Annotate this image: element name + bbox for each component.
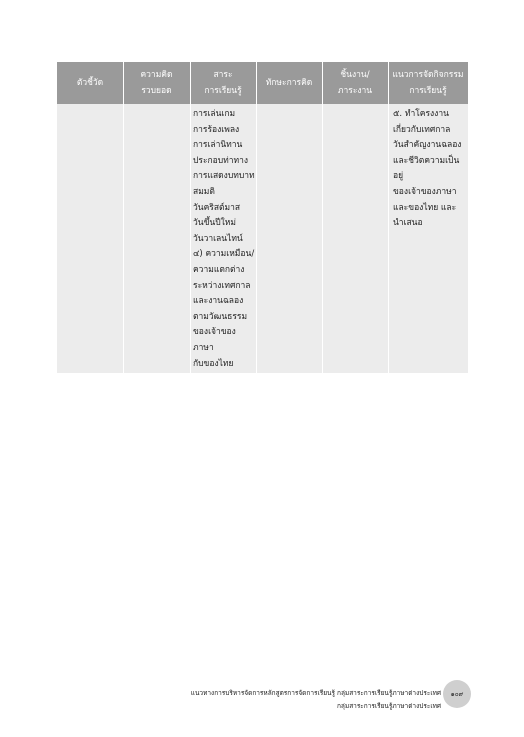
column-divider	[388, 62, 389, 373]
column-divider	[322, 62, 323, 373]
page-number-badge	[443, 680, 471, 708]
footer-subject-group: กลุ่มสาระการเรียนรู้ภาษาต่างประเทศ	[337, 702, 441, 710]
table-header-row	[57, 62, 468, 104]
column-divider	[123, 62, 124, 373]
header-activities: แนวการจัดกิจกรรม การเรียนรู้	[392, 70, 464, 96]
curriculum-table	[57, 62, 468, 373]
column-divider	[256, 62, 257, 373]
header-concept: ความคิด รวบยอด	[140, 70, 173, 96]
page-number: ๑๐๙	[450, 690, 464, 698]
column-divider	[190, 62, 191, 373]
header-assignment: ชิ้นงาน/ ภาระงาน	[337, 70, 373, 96]
header-content: สาระ การเรียนรู้	[204, 70, 242, 96]
cell-content: การเล่นเกม การร้องเพลง การเล่านิทาน ประกอบท่าทาง การแสดงบทบาท สมมติ วันคริสต์มาส วันขึ้นปีใหม่ วันวาเลนไทน์ ๔) ความเหมือน/ ความแตกต่าง ระหว่างเทศกาล และงานฉลอง ตามวัฒนธรรม ของเจ้าของภาษา กับของไทย	[193, 109, 255, 369]
header-indicator: ตัวชี้วัด	[76, 78, 104, 88]
footer-book-title: แนวทางการบริหารจัดการหลักสูตรการจัดการเรียนรู้ กลุ่มสาระการเรียนรู้ภาษาต่างประเทศ	[190, 689, 441, 697]
header-thinking-skills: ทักษะการคิด	[265, 78, 313, 88]
cell-activities: ๕. ทำโครงงาน เกี่ยวกับเทศกาล วันสำคัญงานฉลอง และชีวิตความเป็นอยู่ ของเจ้าของภาษา และของไทย และ นำเสนอ	[393, 109, 462, 229]
